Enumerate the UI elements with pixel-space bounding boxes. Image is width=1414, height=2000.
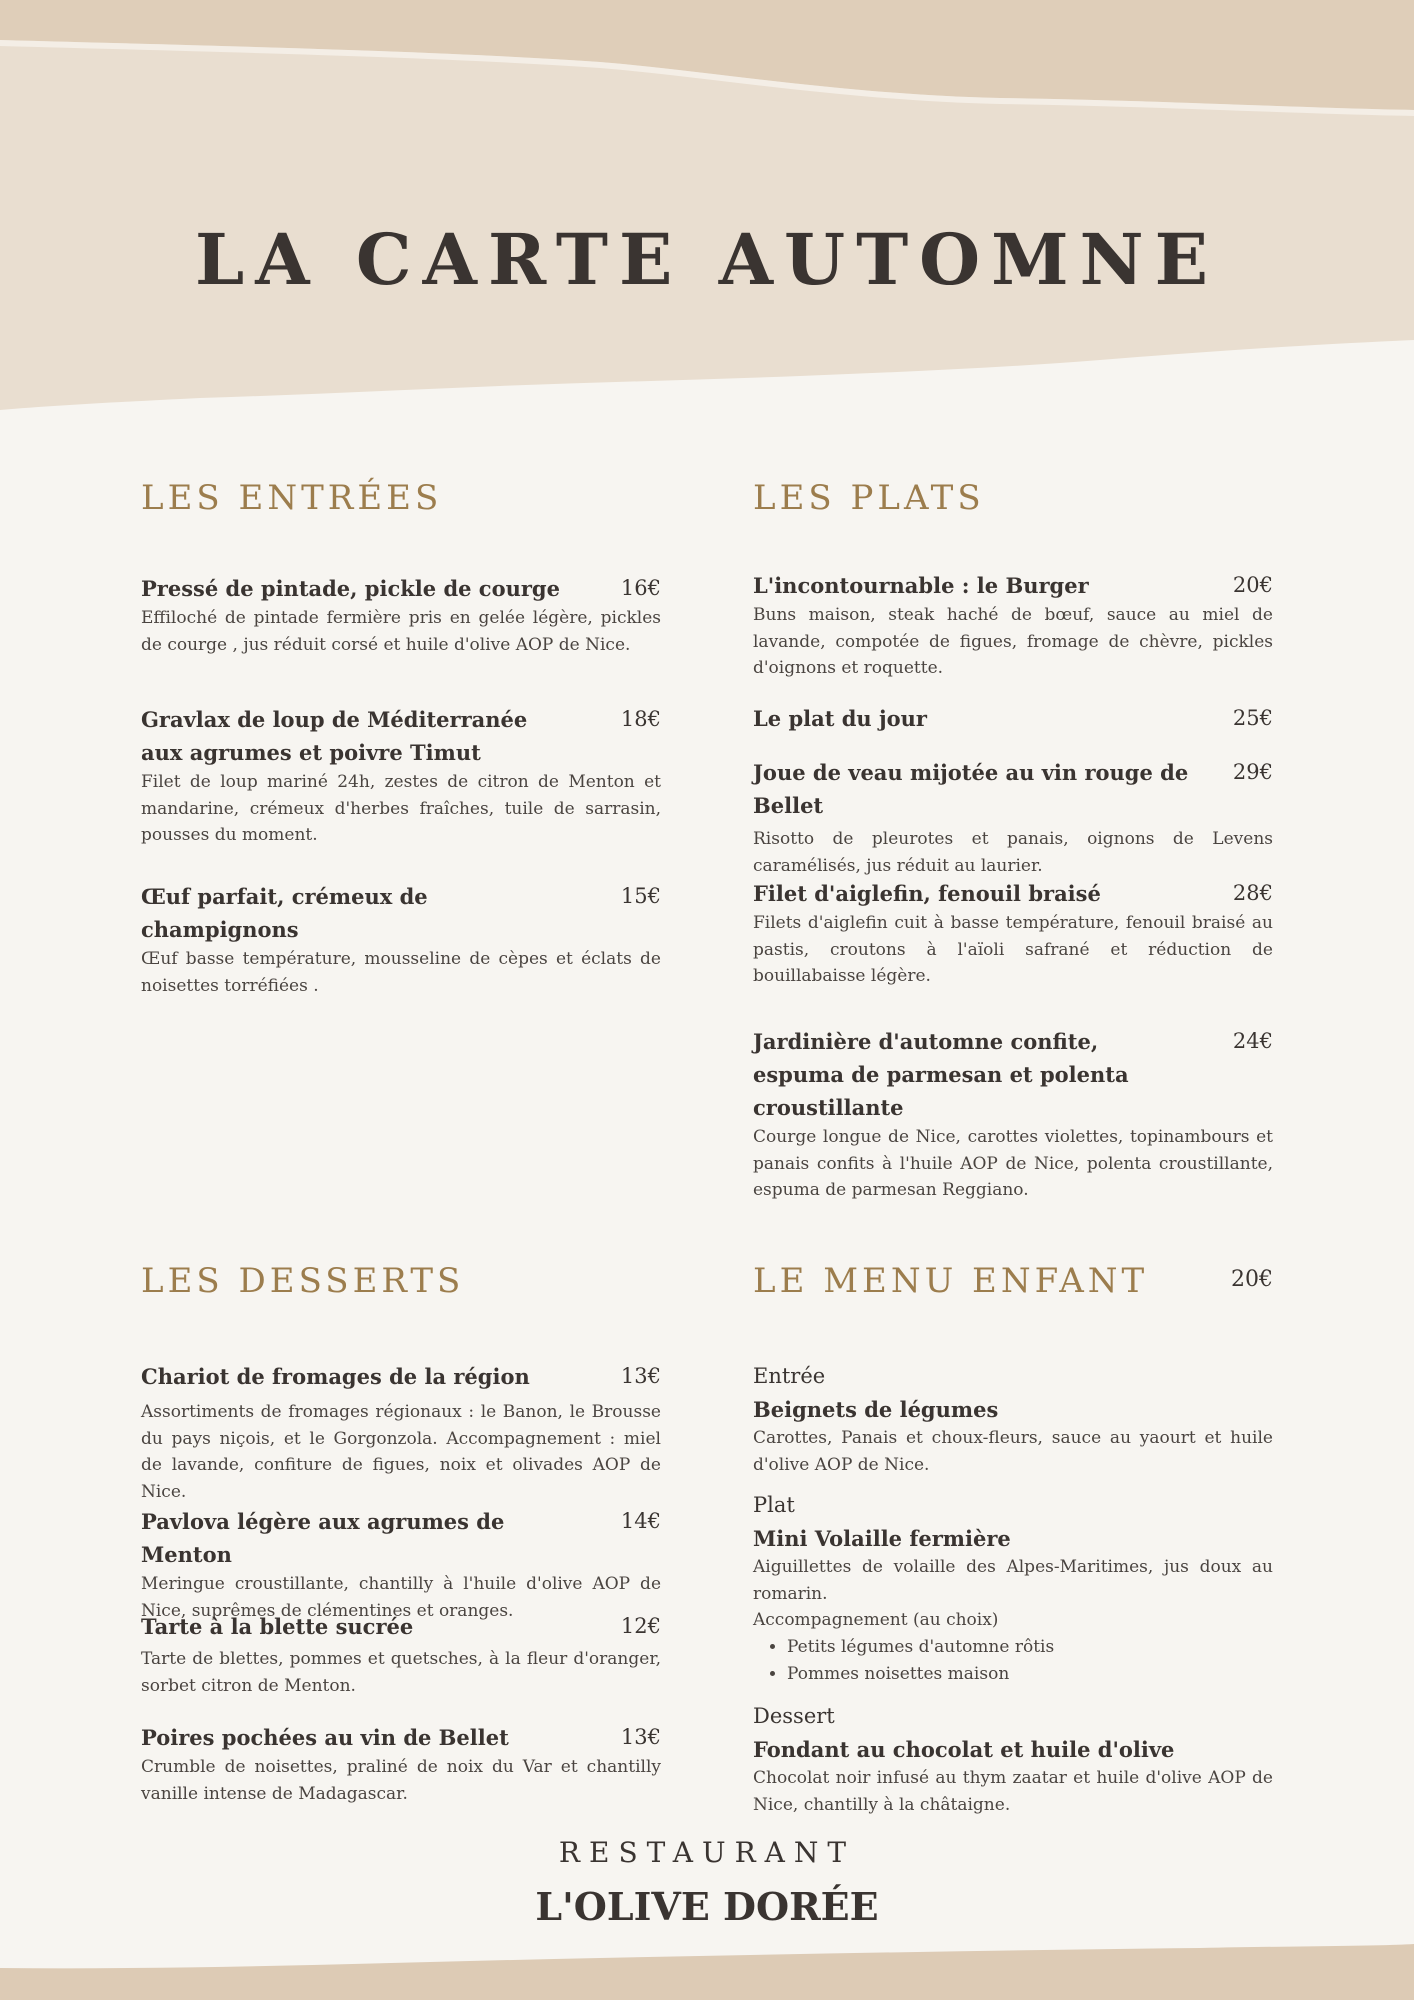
item-desc: Buns maison, steak haché de bœuf, sauce au miel de lavande, compotée de figues, fromage de chèvre, pickles d'oignons et roquette. xyxy=(753,605,1273,678)
kids-accomp-list xyxy=(753,1634,1273,1688)
item-name: Œuf parfait, crémeux de champignons xyxy=(141,884,428,942)
entree-item-2 xyxy=(141,703,661,849)
kids-price: 20€ xyxy=(1231,1267,1273,1292)
item-name: Poires pochées au vin de Bellet xyxy=(141,1725,509,1750)
item-price: 12€ xyxy=(620,1614,661,1638)
kids-title xyxy=(753,1261,1273,1301)
page-title: LA CARTE AUTOMNE xyxy=(195,218,1219,301)
kids-dessert-label: Dessert xyxy=(753,1704,835,1728)
plat-item-3 xyxy=(753,756,1273,879)
kids-title-text: LE MENU ENFANT xyxy=(753,1261,1149,1301)
dessert-item-2 xyxy=(141,1505,661,1624)
entrees-title: LES ENTRÉES xyxy=(141,478,443,518)
item-desc: Tarte de blettes, pommes et quetsches, à la fleur d'oranger, sorbet citron de Menton. xyxy=(141,1649,661,1696)
kids-plat-desc: Aiguillettes de volaille des Alpes-Maritimes, jus doux au romarin. xyxy=(753,1557,1273,1604)
plat-item-4 xyxy=(753,877,1273,990)
kids-entree-name: Beignets de légumes xyxy=(753,1397,999,1422)
kids-section xyxy=(753,1261,1273,1301)
item-name: Le plat du jour xyxy=(753,706,927,731)
item-price: 15€ xyxy=(620,884,661,908)
item-price: 25€ xyxy=(1232,706,1273,730)
item-desc: Risotto de pleurotes et panais, oignons de Levens caramélisés, jus réduit au laurier. xyxy=(753,829,1273,876)
entree-item-3 xyxy=(141,880,661,999)
item-desc: Filets d'aiglefin cuit à basse température, fenouil braisé au pastis, croutons à l'aïoli safrané et réduction de bouillabaisse légère. xyxy=(753,913,1273,986)
header-paper-band xyxy=(0,0,1414,420)
entree-item-1 xyxy=(141,572,661,658)
item-price: 24€ xyxy=(1232,1029,1273,1053)
plats-title: LES PLATS xyxy=(753,478,985,518)
kids-plat-name: Mini Volaille fermière xyxy=(753,1526,1011,1551)
kids-plat xyxy=(753,1490,1273,1688)
item-name: Pavlova légère aux agrumes de Menton xyxy=(141,1509,505,1567)
item-price: 16€ xyxy=(620,576,661,600)
item-price: 13€ xyxy=(620,1725,661,1749)
item-name: Gravlax de loup de Méditerranée aux agrumes et poivre Timut xyxy=(141,707,528,765)
item-desc: Effiloché de pintade fermière pris en gelée légère, pickles de courge , jus réduit corsé et huile d'olive AOP de Nice. xyxy=(141,608,661,655)
item-desc: Courge longue de Nice, carottes violettes, topinambours et panais confits à l'huile AOP de Nice, polenta croustillante, espuma de parmesan Reggiano. xyxy=(753,1127,1273,1200)
plat-item-2 xyxy=(753,702,1273,735)
plats-section xyxy=(753,478,1273,518)
list-item: • Pommes noisettes maison xyxy=(787,1661,1273,1688)
kids-entree-label: Entrée xyxy=(753,1364,826,1388)
kids-plat-label: Plat xyxy=(753,1493,795,1517)
item-name: Chariot de fromages de la région xyxy=(141,1364,530,1389)
item-desc: Meringue croustillante, chantilly à l'huile d'olive AOP de Nice, suprêmes de clémentines et oranges. xyxy=(141,1574,661,1621)
footer-restaurant-name: L'OLIVE DORÉE xyxy=(535,1884,879,1929)
kids-entree xyxy=(753,1361,1273,1478)
item-name: Joue de veau mijotée au vin rouge de Bellet xyxy=(753,760,1189,818)
dessert-item-4 xyxy=(141,1721,661,1807)
entrees-section xyxy=(141,478,661,518)
kids-dessert-name: Fondant au chocolat et huile d'olive xyxy=(753,1737,1175,1762)
footer-restaurant-label: RESTAURANT xyxy=(558,1836,856,1869)
item-desc: Assortiments de fromages régionaux : le Banon, le Brousse du pays niçois, et le Gorgonzola. Accompagnement : miel de lavande, confiture de figues, noix et olivades AOP de Nice. xyxy=(141,1402,661,1502)
item-price: 29€ xyxy=(1232,760,1273,784)
kids-dessert-desc: Chocolat noir infusé au thym zaatar et huile d'olive AOP de Nice, chantilly à la châtaigne. xyxy=(753,1768,1273,1815)
dessert-item-3 xyxy=(141,1610,661,1699)
footer-paper-band xyxy=(0,1940,1414,2000)
dessert-item-1 xyxy=(141,1360,661,1505)
plat-item-5 xyxy=(753,1025,1273,1204)
item-name: Pressé de pintade, pickle de courge xyxy=(141,576,560,601)
item-name: Jardinière d'automne confite, espuma de parmesan et polenta croustillante xyxy=(753,1029,1129,1120)
kids-accomp-label: Accompagnement (au choix) xyxy=(753,1610,999,1630)
plat-item-1 xyxy=(753,569,1273,682)
desserts-title: LES DESSERTS xyxy=(141,1261,465,1301)
item-price: 20€ xyxy=(1232,573,1273,597)
item-price: 13€ xyxy=(620,1364,661,1388)
list-item: • Petits légumes d'automne rôtis xyxy=(787,1634,1273,1661)
item-desc: Œuf basse température, mousseline de cèpes et éclats de noisettes torréfiées . xyxy=(141,949,661,996)
item-name: Tarte à la blette sucrée xyxy=(141,1614,414,1639)
item-name: Filet d'aiglefin, fenouil braisé xyxy=(753,881,1101,906)
item-price: 14€ xyxy=(620,1509,661,1533)
item-name: L'incontournable : le Burger xyxy=(753,573,1089,598)
kids-entree-desc: Carottes, Panais et choux-fleurs, sauce au yaourt et huile d'olive AOP de Nice. xyxy=(753,1428,1273,1475)
item-desc: Filet de loup mariné 24h, zestes de citron de Menton et mandarine, crémeux d'herbes fraîches, tuile de sarrasin, pousses du moment. xyxy=(141,772,661,845)
desserts-section xyxy=(141,1261,661,1301)
item-desc: Crumble de noisettes, praliné de noix du Var et chantilly vanille intense de Madagascar. xyxy=(141,1757,661,1804)
kids-dessert xyxy=(753,1701,1273,1818)
item-price: 18€ xyxy=(620,707,661,731)
item-price: 28€ xyxy=(1232,881,1273,905)
